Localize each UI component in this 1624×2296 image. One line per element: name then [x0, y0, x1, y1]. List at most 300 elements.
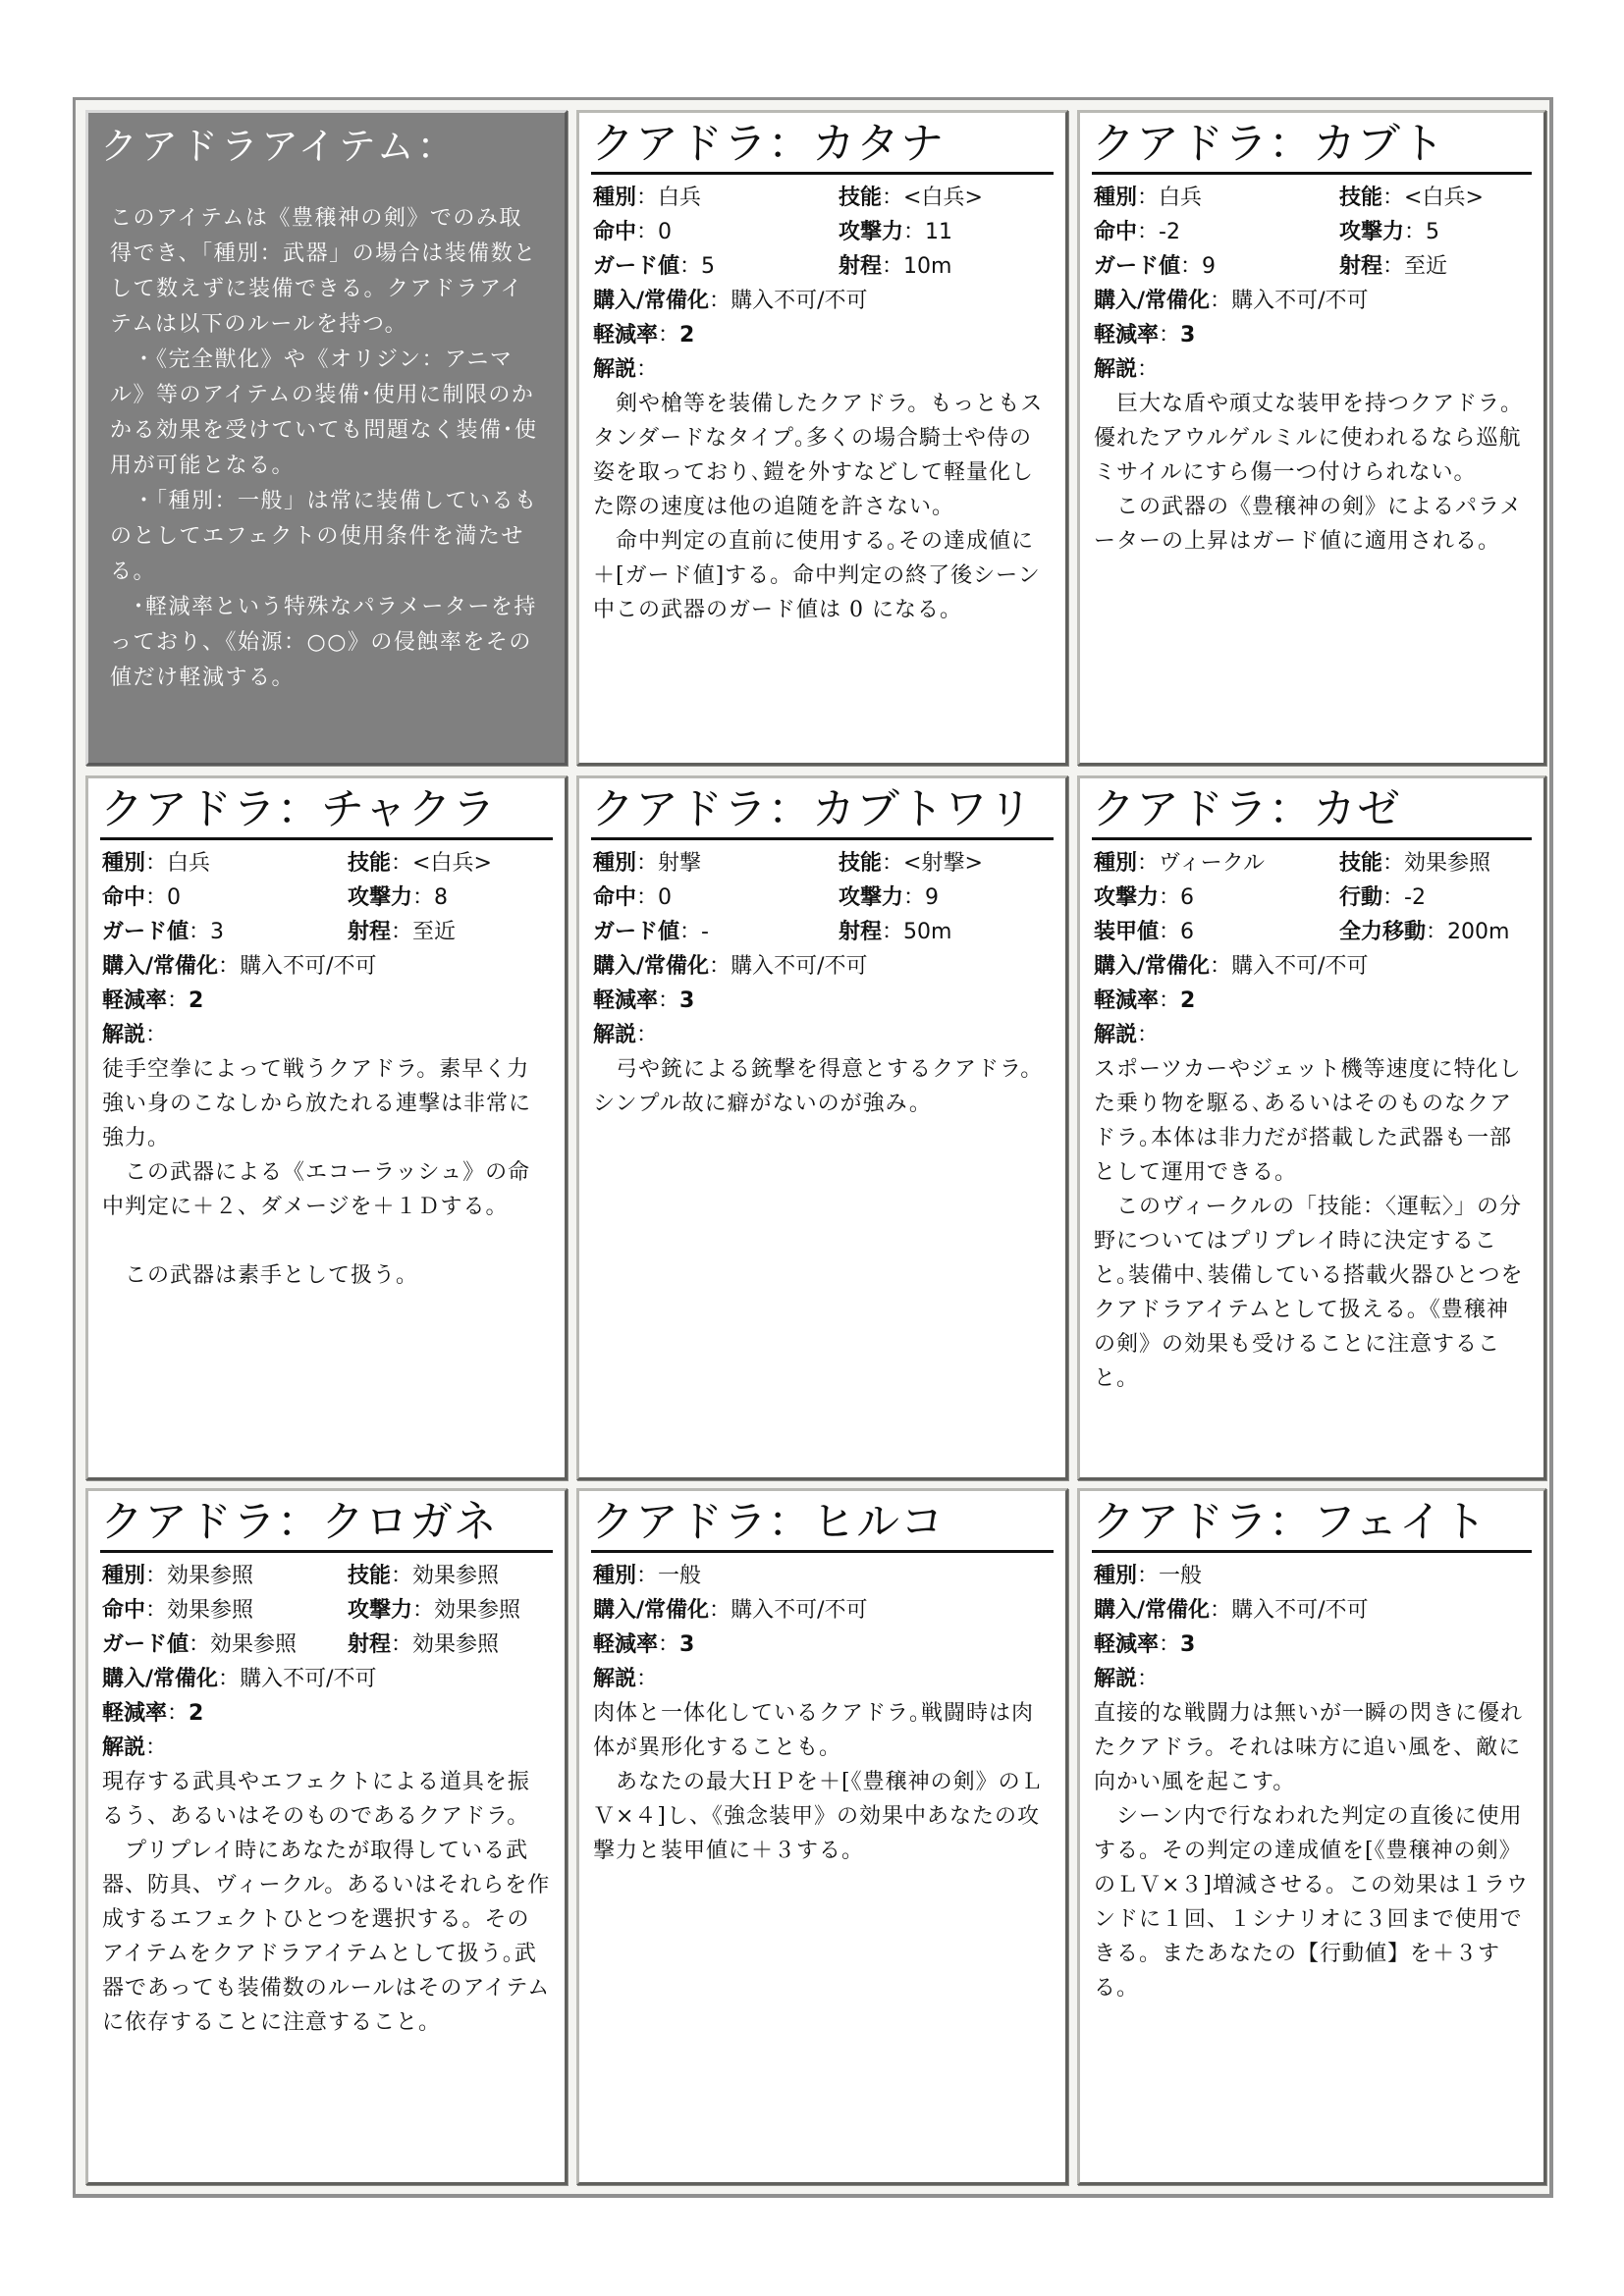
stat-row	[593, 1559, 1052, 1593]
card-body	[579, 1553, 1065, 1868]
item-card-chakra	[85, 775, 568, 1480]
stat-separator: ：	[1382, 186, 1405, 210]
stat-label: 命中	[593, 220, 637, 244]
stat-cell	[1094, 215, 1339, 249]
stat-row	[1094, 1593, 1530, 1628]
stat-value: 至近	[1404, 254, 1448, 279]
stat-separator: ：	[882, 186, 904, 210]
stat-cell	[1094, 181, 1339, 215]
stat-separator: ：	[189, 1632, 211, 1657]
stat-label: 解説	[1094, 1023, 1138, 1047]
stat-separator: ：	[882, 254, 904, 279]
card-body	[1080, 175, 1543, 559]
stat-label: 種別	[593, 186, 637, 210]
stat-value: 効果参照	[412, 1564, 500, 1588]
stat-label: 攻撃力	[1094, 885, 1160, 910]
stat-label: 解説	[1094, 357, 1138, 382]
stat-label: 軽減率	[1094, 1632, 1160, 1657]
stat-cell	[593, 1018, 658, 1052]
stat-cell	[348, 1559, 499, 1593]
stat-row	[1094, 1559, 1530, 1593]
stat-label: 軽減率	[102, 988, 168, 1013]
stat-value: 6	[1180, 885, 1195, 910]
stat-row	[593, 1593, 1052, 1628]
stat-cell	[1339, 249, 1447, 284]
stat-cell	[839, 915, 951, 949]
stat-value: ヴィークル	[1159, 851, 1266, 876]
stat-cell	[593, 915, 839, 949]
stat-row	[593, 949, 1052, 984]
stat-separator: ：	[1137, 186, 1160, 210]
stat-cell	[1339, 881, 1426, 915]
stat-value: 白兵	[167, 851, 211, 876]
stat-separator: ：	[1137, 1667, 1160, 1691]
stat-value: 9	[1202, 254, 1217, 279]
stat-label: 全力移動	[1339, 920, 1427, 944]
stat-value: 白兵	[1159, 186, 1203, 210]
intro-paragraph: このアイテムは《豊穣神の剣》でのみ取得でき、「種別：武器」の場合は装備数として数えずに装備できる。クアドラアイテムは以下のルールを持つ。	[110, 206, 537, 337]
stat-cell	[1094, 249, 1339, 284]
stat-row	[593, 1662, 1052, 1696]
stat-value: 3	[679, 1632, 695, 1657]
stat-row	[1094, 1662, 1530, 1696]
stat-cell	[102, 1731, 167, 1765]
intro-paragraph: ・「種別：一般」は常に装備しているものとしてエフェクトの使用条件を満たせる。	[110, 489, 538, 584]
stat-row	[102, 1593, 551, 1628]
item-card-kurogane	[85, 1488, 568, 2185]
description-paragraph: プリプレイ時にあなたが取得している武器、防具、ヴィークル。あるいはそれらを作成するエフェクトひとつを選択する。そのアイテムをクアドラアイテムとして扱う｡武器であっても装備数のルールはそのアイテムに依存することに注意すること。	[102, 1839, 551, 2035]
stat-value: 購入不可/不可	[240, 1667, 377, 1691]
stat-row	[1094, 984, 1530, 1018]
stat-separator: ：	[412, 1598, 435, 1623]
stat-separator: ：	[412, 885, 435, 910]
stat-cell	[593, 215, 839, 249]
stat-value: 白兵	[658, 186, 702, 210]
stat-row	[1094, 318, 1530, 352]
stat-label: 技能	[1339, 186, 1383, 210]
stat-cell	[839, 215, 952, 249]
stat-label: 射程	[839, 920, 883, 944]
stat-label: ガード値	[102, 920, 189, 944]
stat-row	[102, 1628, 551, 1662]
stat-label: 購入/常備化	[593, 289, 710, 313]
stat-value: 5	[701, 254, 716, 279]
stat-label: 解説	[1094, 1667, 1138, 1691]
card-title: クアドラ：チャクラ	[100, 778, 553, 840]
stat-label: 射程	[839, 254, 883, 279]
description-paragraph: スポーツカーやジェット機等速度に特化した乗り物を駆る､あるいはそのものなクアドラ｡本体は非力だが搭載した武器も一部として運用できる。	[1094, 1057, 1522, 1185]
stat-separator: ：	[658, 323, 680, 347]
stat-row	[102, 1018, 551, 1052]
card-body	[1080, 840, 1543, 1396]
stat-label: 種別	[1094, 851, 1138, 876]
stat-cell	[348, 881, 448, 915]
stat-cell	[1094, 984, 1195, 1018]
stat-separator: ：	[679, 920, 702, 944]
card-description	[593, 1052, 1052, 1121]
stat-cell	[593, 984, 694, 1018]
stat-row	[1094, 352, 1530, 387]
stat-value: 効果参照	[210, 1632, 298, 1657]
stat-separator: ：	[1159, 885, 1181, 910]
stat-label: 購入/常備化	[1094, 1598, 1211, 1623]
stat-value: 10m	[903, 254, 952, 279]
card-description	[102, 1052, 551, 1293]
stat-value: 6	[1180, 920, 1195, 944]
stat-label: 攻撃力	[839, 220, 904, 244]
stat-cell	[1094, 352, 1159, 387]
stat-row	[593, 915, 1052, 949]
stat-separator: ：	[1426, 920, 1448, 944]
stat-separator: ：	[145, 1023, 168, 1047]
stat-label: 解説	[102, 1735, 146, 1760]
stat-separator: ：	[636, 851, 659, 876]
stat-label: 攻撃力	[839, 885, 904, 910]
stat-label: 種別	[593, 1564, 637, 1588]
stat-value: 購入不可/不可	[731, 954, 868, 979]
card-description	[593, 387, 1052, 627]
stat-label: 技能	[348, 1564, 392, 1588]
stat-value: 11	[925, 220, 953, 244]
stat-cell	[102, 915, 348, 949]
description-paragraph: 肉体と一体化しているクアドラ｡戦闘時は肉体が異形化することも。	[593, 1701, 1035, 1760]
stat-value: 3	[1180, 323, 1196, 347]
stat-value: 一般	[658, 1564, 702, 1588]
stat-row	[593, 846, 1052, 881]
intro-card	[85, 110, 568, 766]
stat-separator: ：	[1382, 254, 1405, 279]
stat-cell	[102, 846, 348, 881]
stat-row	[593, 984, 1052, 1018]
card-description	[1094, 387, 1530, 559]
stat-separator: ：	[1159, 1632, 1181, 1657]
description-paragraph: この武器による《エコーラッシュ》の命中判定に＋２、ダメージを＋１Ｄする。	[102, 1160, 531, 1219]
stat-value: <射撃>	[903, 851, 983, 876]
stat-value: 2	[189, 1701, 204, 1726]
stat-value: 効果参照	[167, 1598, 254, 1623]
stat-cell	[348, 915, 456, 949]
stat-label: 種別	[1094, 1564, 1138, 1588]
stat-separator: ：	[1180, 254, 1203, 279]
description-paragraph: このヴィークルの「技能：〈運転〉」の分野についてはプリプレイ時に決定すること｡装備中､装備している搭載火器ひとつをクアドラアイテムとして扱える｡《豊穣神の剣》の効果も受けることに注意すること。	[1094, 1195, 1524, 1391]
stat-cell	[102, 1559, 348, 1593]
stat-value: 効果参照	[167, 1564, 254, 1588]
stat-cell	[1094, 318, 1195, 352]
stat-cell	[593, 1662, 658, 1696]
stat-label: 軽減率	[1094, 988, 1160, 1013]
stat-value: 2	[679, 323, 695, 347]
stat-cell	[102, 984, 203, 1018]
description-paragraph: この武器の《豊穣神の剣》によるパラメーターの上昇はガード値に適用される。	[1094, 495, 1523, 554]
stat-cell	[102, 1593, 348, 1628]
stat-cell	[102, 881, 348, 915]
stat-value: 8	[434, 885, 449, 910]
card-title: クアドラ：カゼ	[1092, 778, 1532, 840]
stat-cell	[1094, 1559, 1202, 1593]
stat-label: 行動	[1339, 885, 1383, 910]
stat-label: 射程	[1339, 254, 1383, 279]
stat-value: 0	[167, 885, 182, 910]
stat-value: 3	[210, 920, 225, 944]
stat-label: ガード値	[102, 1632, 189, 1657]
stat-cell	[1339, 915, 1509, 949]
stat-value: 至近	[412, 920, 457, 944]
stat-row	[1094, 1628, 1530, 1662]
stat-row	[1094, 915, 1530, 949]
card-title: クアドラ：カブト	[1092, 113, 1532, 175]
stat-separator: ：	[1404, 220, 1427, 244]
item-card-kabutowari	[576, 775, 1068, 1480]
stat-label: 装甲値	[1094, 920, 1160, 944]
stat-separator: ：	[1159, 323, 1181, 347]
stat-value: 2	[189, 988, 204, 1013]
stat-separator: ：	[636, 1023, 659, 1047]
stat-separator: ：	[391, 851, 413, 876]
stat-separator: ：	[636, 186, 659, 210]
stat-row	[593, 249, 1052, 284]
stat-label: 技能	[348, 851, 392, 876]
stat-value: -	[701, 920, 709, 944]
stat-cell	[593, 1559, 701, 1593]
stat-label: 命中	[102, 1598, 146, 1623]
stat-value: 効果参照	[434, 1598, 521, 1623]
card-body	[88, 1553, 565, 2040]
stat-separator: ：	[167, 988, 189, 1013]
stat-label: 種別	[102, 1564, 146, 1588]
stat-row	[1094, 181, 1530, 215]
stat-label: 軽減率	[1094, 323, 1160, 347]
description-paragraph: 弓や銃による銃撃を得意とするクアドラ。シンプル故に癖がないのが強み。	[593, 1057, 1044, 1116]
stat-separator: ：	[882, 851, 904, 876]
stat-row	[593, 1628, 1052, 1662]
stat-value: 購入不可/不可	[731, 1598, 868, 1623]
stat-separator: ：	[1159, 920, 1181, 944]
stat-label: 攻撃力	[1339, 220, 1405, 244]
stat-value: 0	[658, 220, 673, 244]
card-description	[1094, 1052, 1530, 1396]
stat-cell	[839, 249, 951, 284]
stat-label: 購入/常備化	[1094, 289, 1211, 313]
stat-value: -2	[1159, 220, 1180, 244]
stat-label: 命中	[593, 885, 637, 910]
stat-row	[1094, 949, 1530, 984]
stat-label: 種別	[1094, 186, 1138, 210]
stat-cell	[1094, 949, 1368, 984]
stat-row	[1094, 215, 1530, 249]
stat-cell	[593, 846, 839, 881]
item-card-katana	[576, 110, 1068, 766]
stat-cell	[1094, 1662, 1159, 1696]
stat-value: 0	[658, 885, 673, 910]
stat-value: -2	[1404, 885, 1426, 910]
description-paragraph: あなたの最大ＨＰを＋[《豊穣神の剣》のＬＶ×４]し、《強念装甲》の効果中あなたの攻撃力と装甲値に＋３する。	[593, 1770, 1044, 1863]
stat-cell	[1339, 215, 1439, 249]
stat-row	[593, 284, 1052, 318]
stat-cell	[839, 846, 983, 881]
stat-value: 50m	[903, 920, 952, 944]
stat-cell	[1094, 1018, 1159, 1052]
stat-separator: ：	[679, 254, 702, 279]
stat-cell	[593, 1593, 867, 1628]
stat-separator: ：	[145, 1735, 168, 1760]
stat-row	[593, 318, 1052, 352]
stat-label: 解説	[102, 1023, 146, 1047]
stat-cell	[1094, 284, 1368, 318]
stat-cell	[593, 1628, 694, 1662]
stat-separator: ：	[658, 988, 680, 1013]
stat-separator: ：	[145, 1598, 168, 1623]
stat-label: 命中	[102, 885, 146, 910]
stat-value: 一般	[1159, 1564, 1203, 1588]
stat-label: 種別	[102, 851, 146, 876]
stat-label: 軽減率	[593, 1632, 659, 1657]
stat-label: 命中	[1094, 220, 1138, 244]
stat-separator: ：	[218, 954, 241, 979]
stat-row	[593, 352, 1052, 387]
stat-value: 5	[1426, 220, 1440, 244]
stat-separator: ：	[882, 920, 904, 944]
stat-value: 購入不可/不可	[240, 954, 377, 979]
item-card-kaze	[1077, 775, 1546, 1480]
stat-separator: ：	[709, 289, 731, 313]
stat-label: 技能	[839, 851, 883, 876]
stat-row	[1094, 846, 1530, 881]
stat-cell	[1094, 881, 1339, 915]
stat-row	[593, 215, 1052, 249]
description-paragraph: この武器は素手として扱う。	[102, 1263, 419, 1288]
stat-separator: ：	[145, 1564, 168, 1588]
stat-value: 効果参照	[412, 1632, 500, 1657]
stat-value: 購入不可/不可	[1231, 289, 1369, 313]
stat-label: 購入/常備化	[593, 1598, 710, 1623]
card-body	[1080, 1553, 1543, 2005]
stat-label: 購入/常備化	[1094, 954, 1211, 979]
stat-value: 効果参照	[1404, 851, 1491, 876]
stat-row	[102, 846, 551, 881]
description-paragraph: 徒手空拳によって戦うクアドラ。素早く力強い身のこなしから放たれる連撃は非常に強力。	[102, 1057, 532, 1150]
stat-value: 2	[1180, 988, 1196, 1013]
stat-separator: ：	[636, 1564, 659, 1588]
stat-cell	[348, 1593, 520, 1628]
stat-cell	[1094, 846, 1339, 881]
stat-label: 射程	[348, 1632, 392, 1657]
stat-row	[1094, 1018, 1530, 1052]
stat-separator: ：	[636, 220, 659, 244]
stat-separator: ：	[1210, 1598, 1232, 1623]
stat-cell	[839, 881, 939, 915]
stat-separator: ：	[391, 1632, 413, 1657]
stat-cell	[1339, 181, 1484, 215]
stat-label: 購入/常備化	[102, 954, 219, 979]
stat-label: 技能	[1339, 851, 1383, 876]
stat-separator: ：	[218, 1667, 241, 1691]
stat-cell	[839, 181, 983, 215]
stat-row	[102, 1731, 551, 1765]
stat-separator: ：	[1137, 1023, 1160, 1047]
item-card-kabuto	[1077, 110, 1546, 766]
description-paragraph	[102, 1224, 551, 1258]
stat-separator: ：	[709, 954, 731, 979]
stat-value: <白兵>	[903, 186, 983, 210]
card-title: クアドラ：カブトワリ	[591, 778, 1054, 840]
stat-separator: ：	[1137, 220, 1160, 244]
stat-cell	[348, 846, 492, 881]
stat-row	[102, 915, 551, 949]
stat-label: 種別	[593, 851, 637, 876]
stat-separator: ：	[1210, 289, 1232, 313]
stat-label: 軽減率	[593, 323, 659, 347]
stat-value: 購入不可/不可	[1231, 1598, 1369, 1623]
stat-value: 購入不可/不可	[731, 289, 868, 313]
stat-row	[102, 1662, 551, 1696]
intro-paragraph: ･軽減率という特殊なパラメーターを持っており、《始源：○○》の侵蝕率をその値だけ軽減する。	[110, 595, 537, 690]
stat-row	[102, 1559, 551, 1593]
stat-separator: ：	[1159, 988, 1181, 1013]
stat-value: 200m	[1447, 920, 1510, 944]
stat-row	[1094, 881, 1530, 915]
stat-separator: ：	[391, 920, 413, 944]
stat-separator: ：	[658, 1632, 680, 1657]
stat-value: 購入不可/不可	[1231, 954, 1369, 979]
stat-label: ガード値	[1094, 254, 1181, 279]
description-paragraph: 巨大な盾や頑丈な装甲を持つクアドラ｡優れたアウルゲルミルに使われるなら巡航ミサイルにすら傷一つ付けられない。	[1094, 392, 1522, 485]
card-description	[1094, 1696, 1530, 2005]
stat-label: 解説	[593, 1023, 637, 1047]
stat-cell	[1339, 846, 1490, 881]
stat-value: 射撃	[658, 851, 702, 876]
stat-value: 3	[679, 988, 695, 1013]
stat-row	[1094, 284, 1530, 318]
stat-cell	[593, 318, 694, 352]
stat-label: 攻撃力	[348, 1598, 413, 1623]
stat-label: 攻撃力	[348, 885, 413, 910]
stat-value: <白兵>	[1404, 186, 1484, 210]
card-title: クアドラ：フェイト	[1092, 1491, 1532, 1553]
stat-cell	[348, 1628, 499, 1662]
stat-cell	[102, 949, 376, 984]
description-paragraph: 剣や槍等を装備したクアドラ。もっともスタンダードなタイプ｡多くの場合騎士や侍の姿を取っており､鎧を外すなどして軽量化した際の速度は他の追随を許さない。	[593, 392, 1044, 519]
stat-row	[102, 881, 551, 915]
stat-separator: ：	[1382, 885, 1405, 910]
stat-value: 9	[925, 885, 940, 910]
stat-label: 軽減率	[593, 988, 659, 1013]
stat-cell	[593, 284, 867, 318]
stat-separator: ：	[1137, 357, 1160, 382]
description-paragraph: 命中判定の直前に使用する｡その達成値に＋[ガード値]する。命中判定の終了後シーン中この武器のガード値は 0 になる。	[593, 529, 1041, 622]
stat-row	[1094, 249, 1530, 284]
stat-label: ガード値	[593, 254, 680, 279]
card-body	[88, 840, 565, 1293]
stat-separator: ：	[1382, 851, 1405, 876]
description-paragraph: 直接的な戦闘力は無いが一瞬の閃きに優れたクアドラ。それは味方に追い風を、敵に向かい風を起こす。	[1094, 1701, 1524, 1794]
stat-row	[593, 881, 1052, 915]
stat-label: 射程	[348, 920, 392, 944]
stat-row	[102, 984, 551, 1018]
stat-row	[593, 1018, 1052, 1052]
stat-separator: ：	[145, 885, 168, 910]
stat-cell	[593, 249, 839, 284]
stat-cell	[1094, 1593, 1368, 1628]
stat-separator: ：	[1137, 1564, 1160, 1588]
card-description	[593, 1696, 1052, 1868]
stat-value: <白兵>	[412, 851, 492, 876]
stat-cell	[593, 352, 658, 387]
stat-separator: ：	[1137, 851, 1160, 876]
card-title: クアドラ：カタナ	[591, 113, 1054, 175]
stat-separator: ：	[189, 920, 211, 944]
stat-separator: ：	[903, 220, 926, 244]
stat-separator: ：	[636, 357, 659, 382]
